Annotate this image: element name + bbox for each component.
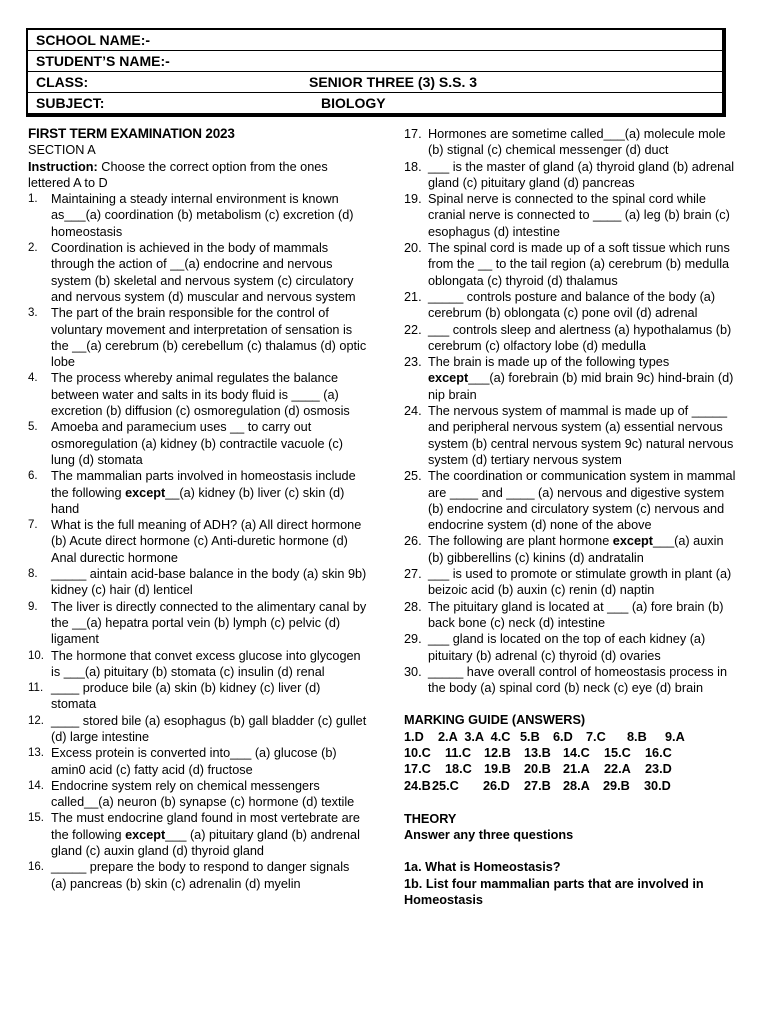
question-text-start: Coordination is achieved in the body of mammals through the action of __(a) endocrine and nervous system (b) skeletal and nervous system (c) circulatory and nervous system (d) muscular and nervous system	[51, 241, 356, 304]
school-name-row	[28, 30, 722, 51]
theory-instruction: Answer any three questions	[404, 828, 574, 843]
section-heading: SECTION A	[28, 143, 96, 158]
question-number: 15.	[28, 812, 44, 825]
question-number: 21.	[404, 289, 422, 304]
question-item	[28, 713, 368, 746]
question-text	[428, 566, 736, 599]
theory-title: THEORY	[404, 811, 457, 826]
question-text-start: ____ produce bile (a) skin (b) kidney (c) liver (d) stomata	[51, 681, 321, 712]
answer-cell: 6.D	[553, 729, 573, 744]
subject-label: SUBJECT:	[36, 95, 105, 111]
question-text-start: ___ is used to promote or stimulate growth in plant (a) beizoic acid (b) auxin (c) renin (d) naptin	[428, 567, 732, 598]
question-text-end: ___ (a) pituitary gland (b) andrenal gland (c) auxin gland (d) thyroid gland	[51, 827, 360, 859]
question-text-end: __(a) kidney (b) liver (c) skin (d) hand	[51, 485, 345, 516]
answer-row	[404, 745, 736, 761]
answer-cell: 14.C	[563, 745, 590, 760]
question-number: 30.	[404, 664, 422, 679]
question-emphasis: except	[125, 827, 166, 842]
question-text	[51, 648, 368, 681]
question-text-start: ___ is the master of gland (a) thyroid gland (b) adrenal gland (c) pituitary gland (d) pancreas	[428, 159, 735, 190]
question-item	[404, 599, 736, 632]
question-text-end: ___(a) forebrain (b) mid brain 9c) hind-brain (d) nip brain	[428, 371, 734, 402]
question-number: 18.	[404, 159, 422, 174]
question-text-start: The coordination or communication system in mammal are ____ and ____ (a) nervous and digestive system (b) endocrine and circulatory system (c) nervous and endocrine system (d) none of the above	[428, 469, 736, 533]
question-number: 26.	[404, 534, 422, 549]
answer-cell: 12.B	[484, 745, 511, 760]
question-number: 3.	[28, 307, 38, 320]
question-text-start: The following are plant hormone	[428, 534, 613, 549]
question-emphasis: except	[125, 485, 166, 500]
question-item	[404, 468, 736, 533]
question-item	[28, 305, 368, 370]
question-number: 1.	[28, 193, 38, 206]
answer-cell: 24.B	[404, 778, 431, 793]
question-number: 11.	[28, 682, 44, 695]
question-text-start: _____ aintain acid-base balance in the body (a) skin 9b) kidney (c) hair (d) lenticel	[51, 567, 367, 598]
question-text	[428, 403, 736, 468]
answer-cell: 21.A	[563, 762, 590, 777]
question-text	[51, 566, 368, 599]
question-item	[28, 648, 368, 681]
question-text	[428, 191, 736, 240]
question-text-start: ____ stored bile (a) esophagus (b) gall bladder (c) gullet (d) large intestine	[51, 713, 367, 744]
answer-cell: 27.B	[524, 778, 551, 793]
exam-title: FIRST TERM EXAMINATION 2023	[28, 126, 235, 141]
question-text-start: _____ have overall control of homeostasis process in the body (a) spinal cord (b) neck (c) eye (d) brain	[428, 664, 728, 696]
question-item	[404, 566, 736, 599]
question-text-start: The must endocrine gland found in most vertebrate are the following	[51, 811, 360, 842]
question-item	[28, 859, 368, 892]
question-text-start: Amoeba and paramecium uses __ to carry out osmoregulation (a) kidney (b) contractile vacuole (c) lung (d) stomata	[51, 420, 343, 467]
answer-cell: 18.C	[445, 762, 472, 777]
class-label: CLASS:	[36, 74, 89, 90]
class-row	[28, 72, 722, 93]
question-text-start: Maintaining a steady internal environment is known as___(a) coordination (b) metabolism (c) excretion (d) homeostasis	[51, 192, 354, 239]
left-column	[28, 126, 368, 892]
answer-cell: 5.B	[520, 729, 540, 744]
answer-row	[404, 729, 736, 745]
question-text-start: Endocrine system rely on chemical messengers called__(a) neuron (b) synapse (c) hormone (d) textile	[51, 778, 355, 810]
question-text	[51, 713, 368, 746]
theory-question-1b: 1b. List four mammalian parts that are involved in Homeostasis	[404, 876, 704, 908]
question-text-start: The part of the brain responsible for the control of voluntary movement and interpretation of sensation is the __(a) cerebrum (b) cerebellum (c) thalamus (d) optic lobe	[51, 306, 367, 370]
answer-cell: 19.B	[484, 762, 511, 777]
question-text	[51, 680, 368, 713]
answer-row	[404, 778, 736, 794]
question-text-start: The nervous system of mammal is made up of _____ and peripheral nervous system (a) essential nervous system (b) central nervous system 9c) natural nervous system (d) tertiary nervous system	[428, 404, 734, 467]
question-item	[404, 322, 736, 355]
question-text	[428, 289, 736, 322]
question-number: 14.	[28, 779, 44, 792]
question-text	[51, 468, 368, 517]
school-name-label: SCHOOL NAME:-	[36, 32, 151, 48]
question-text	[428, 159, 736, 192]
subject-value: BIOLOGY	[321, 95, 386, 111]
subject-row	[28, 93, 722, 113]
question-text	[428, 468, 736, 533]
question-item	[28, 778, 368, 811]
answer-cell: 25.C	[432, 778, 459, 793]
question-text	[428, 533, 736, 566]
answer-cell: 28.A	[563, 778, 590, 793]
question-item	[404, 191, 736, 240]
question-number: 25.	[404, 469, 422, 484]
answer-cell: 13.B	[524, 745, 551, 760]
question-text-start: The mammalian parts involved in homeostasis include the following	[51, 469, 356, 500]
answer-cell: 30.D	[644, 778, 671, 793]
student-name-row	[28, 51, 722, 72]
question-text-start: Hormones are sometime called___(a) molecule mole (b) stignal (c) chemical messenger (d) duct	[428, 127, 726, 158]
question-number: 5.	[28, 421, 38, 434]
student-name-label: STUDENT’S NAME:-	[36, 53, 170, 69]
question-text-start: What is the full meaning of ADH? (a) All direct hormone (b) Acute direct hormone (c) Anti-duretic hormone (d) Anal durectic hormone	[51, 518, 362, 565]
question-item	[404, 159, 736, 192]
question-item	[28, 517, 368, 566]
question-number: 6.	[28, 470, 38, 483]
answer-row	[404, 761, 736, 777]
question-text-start: _____ controls posture and balance of the body (a) cerebrum (b) oblongata (c) pone ovil (d) adrenal	[428, 289, 716, 321]
answer-cell: 29.B	[603, 778, 630, 793]
question-item	[28, 566, 368, 599]
question-text	[428, 240, 736, 289]
question-item	[28, 680, 368, 713]
question-text	[51, 517, 368, 566]
question-number: 22.	[404, 322, 422, 337]
question-item	[28, 468, 368, 517]
question-number: 9.	[28, 600, 38, 613]
question-number: 16.	[28, 861, 44, 874]
question-text	[51, 859, 368, 892]
answer-cell: 2.A 3.A 4.C	[438, 729, 511, 744]
question-number: 29.	[404, 632, 422, 647]
question-text	[51, 810, 368, 859]
answer-cell: 20.B	[524, 762, 551, 777]
question-text-end: ___(a) auxin (b) gibberellins (c) kinins (d) andratalin	[428, 534, 724, 565]
question-number: 2.	[28, 242, 38, 255]
question-text-start: Spinal nerve is connected to the spinal cord while cranial nerve is connected to ____ (a) leg (b) brain (c) esophagus (d) intestine	[428, 192, 730, 239]
question-text-start: Excess protein is converted into___ (a) glucose (b) amin0 acid (c) fatty acid (d) fructose	[51, 746, 337, 777]
question-item	[28, 419, 368, 468]
answer-cell: 15.C	[604, 745, 631, 760]
question-emphasis: except	[612, 534, 653, 549]
question-text	[51, 778, 368, 811]
question-number: 27.	[404, 567, 422, 582]
instruction-text: Choose the correct option from the ones lettered A to D	[28, 159, 328, 190]
question-item	[28, 370, 368, 419]
question-item	[28, 810, 368, 859]
question-item	[404, 403, 736, 468]
answer-cell: 23.D	[645, 762, 672, 777]
question-number: 12.	[28, 714, 44, 727]
answer-cell: 16.C	[645, 745, 672, 760]
question-text	[51, 305, 368, 370]
right-column	[404, 126, 736, 908]
question-item	[28, 191, 368, 240]
question-text	[428, 354, 736, 403]
question-text	[428, 631, 736, 664]
question-item	[28, 745, 368, 778]
question-text	[428, 126, 736, 159]
question-number: 28.	[404, 599, 422, 614]
question-number: 8.	[28, 568, 38, 581]
question-item	[404, 664, 736, 697]
instruction	[28, 159, 368, 192]
question-number: 19.	[404, 192, 422, 207]
question-item	[404, 126, 736, 159]
question-text-start: The brain is made up of the following types	[428, 355, 670, 370]
question-text	[51, 599, 368, 648]
question-text	[428, 322, 736, 355]
answer-cell: 26.D	[483, 778, 510, 793]
question-list-right	[404, 126, 736, 696]
answer-cell: 1.D	[404, 729, 424, 744]
question-item	[28, 240, 368, 305]
answer-cell: 9.A	[665, 729, 685, 744]
question-text	[51, 240, 368, 305]
question-item	[404, 240, 736, 289]
question-text	[51, 745, 368, 778]
question-number: 10.	[28, 649, 44, 662]
question-emphasis: except	[428, 371, 469, 386]
question-text-start: The spinal cord is made up of a soft tissue which runs from the __ to the tail region (a) cerebrum (b) medulla oblongata (c) thyroid (d) thalamus	[428, 241, 730, 288]
question-item	[404, 289, 736, 322]
question-item	[404, 631, 736, 664]
question-number: 7.	[28, 519, 38, 532]
class-value: SENIOR THREE (3) S.S. 3	[309, 74, 478, 90]
question-text	[51, 370, 368, 419]
question-number: 17.	[404, 127, 422, 141]
question-text-start: The process whereby animal regulates the balance between water and salts in its body fluid is ____ (a) excretion (b) diffusion (c) osmoregulation (d) osmosis	[51, 371, 350, 419]
question-item	[404, 533, 736, 566]
question-text-start: _____ prepare the body to respond to danger signals (a) pancreas (b) skin (c) adrenalin (d) myelin	[51, 860, 350, 891]
answer-cell: 10.C	[404, 745, 431, 760]
question-number: 4.	[28, 372, 38, 385]
question-text-start: The hormone that convet excess glucose into glycogen is ___(a) pituitary (b) stomata (c) insulin (d) renal	[51, 648, 361, 679]
theory-question-1a: 1a. What is Homeostasis?	[404, 860, 561, 875]
answer-cell: 22.A	[604, 762, 631, 777]
question-number: 23.	[404, 355, 422, 370]
question-text	[51, 419, 368, 468]
question-text	[51, 191, 368, 240]
question-text-start: The liver is directly connected to the alimentary canal by the __(a) hepatra portal vein (b) lymph (c) pelvic (d) ligament	[51, 599, 367, 647]
question-text-start: ___ gland is located on the top of each kidney (a) pituitary (b) adrenal (c) thyroid (d) ovaries	[428, 632, 706, 663]
marking-guide-answers	[404, 729, 736, 794]
question-item	[404, 354, 736, 403]
question-text	[428, 599, 736, 632]
instruction-label: Instruction:	[28, 159, 98, 174]
answer-cell: 8.B	[627, 729, 647, 744]
question-number: 13.	[28, 747, 44, 760]
question-text-start: The pituitary gland is located at ___ (a) fore brain (b) back bone (c) neck (d) intestine	[428, 599, 724, 630]
answer-cell: 7.C	[586, 729, 606, 744]
question-text-start: ___ controls sleep and alertness (a) hypothalamus (b) cerebrum (c) olfactory lobe (d) medulla	[428, 322, 732, 353]
marking-guide-title: MARKING GUIDE (ANSWERS)	[404, 713, 586, 728]
question-item	[28, 599, 368, 648]
question-number: 24.	[404, 404, 422, 419]
question-list-left	[28, 191, 368, 892]
question-text	[428, 664, 736, 697]
question-number: 20.	[404, 241, 422, 256]
answer-cell: 11.C	[445, 745, 472, 760]
student-info-table	[26, 28, 726, 117]
answer-cell: 17.C	[404, 762, 431, 777]
